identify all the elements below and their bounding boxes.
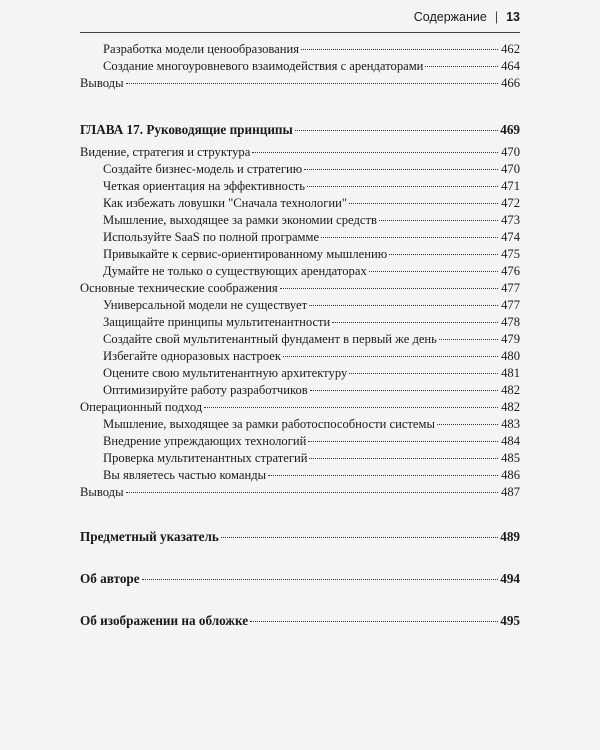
dot-leader xyxy=(142,578,498,580)
dot-leader xyxy=(369,270,498,272)
toc-entry-page-number: 477 xyxy=(501,298,520,312)
toc-entry xyxy=(80,75,520,92)
toc-entry xyxy=(80,416,520,433)
dot-leader xyxy=(126,491,498,493)
toc-entry xyxy=(80,467,520,484)
dot-leader xyxy=(221,536,498,538)
toc-entry-title: ГЛАВА 17. Руководящие принципы xyxy=(80,122,293,137)
toc-entry xyxy=(80,484,520,501)
toc-entry-page-number: 485 xyxy=(501,451,520,465)
toc-entry-title: Операционный подход xyxy=(80,400,203,414)
dot-leader xyxy=(301,48,498,50)
dot-leader xyxy=(308,440,498,442)
dot-leader xyxy=(283,355,498,357)
toc-entry-page-number: 475 xyxy=(501,247,520,261)
toc-entry xyxy=(80,212,520,229)
toc-entry-page-number: 462 xyxy=(501,42,520,56)
toc-entry-page-number: 470 xyxy=(501,162,520,176)
toc-entry-page-number: 494 xyxy=(500,571,520,586)
toc-entry-title: Выводы xyxy=(80,76,124,90)
dot-leader xyxy=(309,457,498,459)
toc-entry-page-number: 477 xyxy=(501,281,520,295)
toc-entry-title: Четкая ориентация на эффективность xyxy=(103,179,306,193)
toc-entry-title: Создайте бизнес-модель и стратегию xyxy=(103,162,303,176)
toc-entry-page-number: 483 xyxy=(501,417,520,431)
dot-leader xyxy=(268,474,498,476)
toc-entry xyxy=(80,178,520,195)
dot-leader xyxy=(439,338,498,340)
dot-leader xyxy=(295,129,498,131)
toc-entry xyxy=(80,570,520,587)
toc-entry-title: Привыкайте к сервис-ориентированному мышлению xyxy=(103,247,388,261)
toc-entry xyxy=(80,41,520,58)
toc-entry-page-number: 469 xyxy=(500,122,520,137)
dot-leader xyxy=(332,321,498,323)
toc-entry-page-number: 484 xyxy=(501,434,520,448)
dot-leader xyxy=(304,168,498,170)
toc-entry-page-number: 476 xyxy=(501,264,520,278)
toc-entry-title: Вы являетесь частью команды xyxy=(103,468,267,482)
toc-entry xyxy=(80,612,520,629)
toc-entry-title: Проверка мультитенантных стратегий xyxy=(103,451,308,465)
toc-entry-page-number: 482 xyxy=(501,383,520,397)
toc-entry-page-number: 480 xyxy=(501,349,520,363)
toc-entry-page-number: 464 xyxy=(501,59,520,73)
dot-leader xyxy=(349,372,498,374)
toc-entry-title: Предметный указатель xyxy=(80,529,219,544)
toc-entry-title: Об изображении на обложке xyxy=(80,613,249,628)
toc-entry xyxy=(80,528,520,545)
toc-entry-title: Используйте SaaS по полной программе xyxy=(103,230,320,244)
toc-entry-title: Оцените свою мультитенантную архитектуру xyxy=(103,366,348,380)
toc-entry-page-number: 481 xyxy=(501,366,520,380)
toc-entry xyxy=(80,161,520,178)
running-header-section: Содержание xyxy=(413,10,487,24)
toc-entry-title: Мышление, выходящее за рамки работоспособности системы xyxy=(103,417,435,431)
dot-leader xyxy=(250,620,498,622)
toc-entry xyxy=(80,314,520,331)
dot-leader xyxy=(280,287,498,289)
toc-entry-page-number: 478 xyxy=(501,315,520,329)
toc-entry-page-number: 489 xyxy=(500,529,520,544)
toc-entry-page-number: 471 xyxy=(501,179,520,193)
toc-entry xyxy=(80,229,520,246)
toc-entry xyxy=(80,144,520,161)
dot-leader xyxy=(425,65,498,67)
dot-leader xyxy=(437,423,498,425)
toc-entry xyxy=(80,121,520,138)
dot-leader xyxy=(379,219,498,221)
toc-entry xyxy=(80,433,520,450)
toc-entry-title: Создайте свой мультитенантный фундамент в первый же день xyxy=(103,332,437,346)
toc-entry-title: Основные технические соображения xyxy=(80,281,278,295)
toc-entry-title: Думайте не только о существующих арендаторах xyxy=(103,264,367,278)
toc-entry-page-number: 486 xyxy=(501,468,520,482)
running-header-separator: | xyxy=(494,10,499,24)
toc-entry-title: Создание многоуровневого взаимодействия с арендаторами xyxy=(103,59,424,73)
toc-entry-title: Внедрение упреждающих технологий xyxy=(103,434,307,448)
toc-entry xyxy=(80,246,520,263)
toc-entry-title: Мышление, выходящее за рамки экономии средств xyxy=(103,213,377,227)
toc-entry xyxy=(80,348,520,365)
toc-entry xyxy=(80,382,520,399)
toc-entry-title: Защищайте принципы мультитенантности xyxy=(103,315,331,329)
toc-entry-page-number: 473 xyxy=(501,213,520,227)
toc-entry-title: Видение, стратегия и структура xyxy=(80,145,251,159)
dot-leader xyxy=(252,151,498,153)
toc-entry-title: Как избежать ловушки "Сначала технологии" xyxy=(103,196,347,210)
toc-entry xyxy=(80,297,520,314)
toc-entry xyxy=(80,399,520,416)
toc-entry-title: Избегайте одноразовых настроек xyxy=(103,349,281,363)
toc-entry xyxy=(80,263,520,280)
toc-entry xyxy=(80,365,520,382)
dot-leader xyxy=(309,304,498,306)
toc-entry-title: Универсальной модели не существует xyxy=(103,298,308,312)
toc-entry-title: Выводы xyxy=(80,485,124,499)
toc-entry xyxy=(80,331,520,348)
running-header-page-number: 13 xyxy=(506,10,520,24)
dot-leader xyxy=(321,236,498,238)
toc-entry-page-number: 487 xyxy=(501,485,520,499)
toc-entry-title: Разработка модели ценообразования xyxy=(103,42,300,56)
dot-leader xyxy=(349,202,498,204)
toc-entry xyxy=(80,58,520,75)
toc-entry xyxy=(80,280,520,297)
toc-entry-page-number: 474 xyxy=(501,230,520,244)
dot-leader xyxy=(310,389,498,391)
toc-entry-page-number: 470 xyxy=(501,145,520,159)
dot-leader xyxy=(204,406,498,408)
dot-leader xyxy=(126,82,498,84)
dot-leader xyxy=(307,185,498,187)
toc-entry-page-number: 495 xyxy=(500,613,520,628)
toc-entry-title: Об авторе xyxy=(80,571,140,586)
toc-entry-page-number: 479 xyxy=(501,332,520,346)
running-header xyxy=(80,10,520,33)
toc-entry-page-number: 482 xyxy=(501,400,520,414)
toc-entry xyxy=(80,195,520,212)
toc-entry-page-number: 472 xyxy=(501,196,520,210)
toc-entry xyxy=(80,450,520,467)
toc-entry-title: Оптимизируйте работу разработчиков xyxy=(103,383,308,397)
dot-leader xyxy=(389,253,498,255)
toc-entry-page-number: 466 xyxy=(501,76,520,90)
